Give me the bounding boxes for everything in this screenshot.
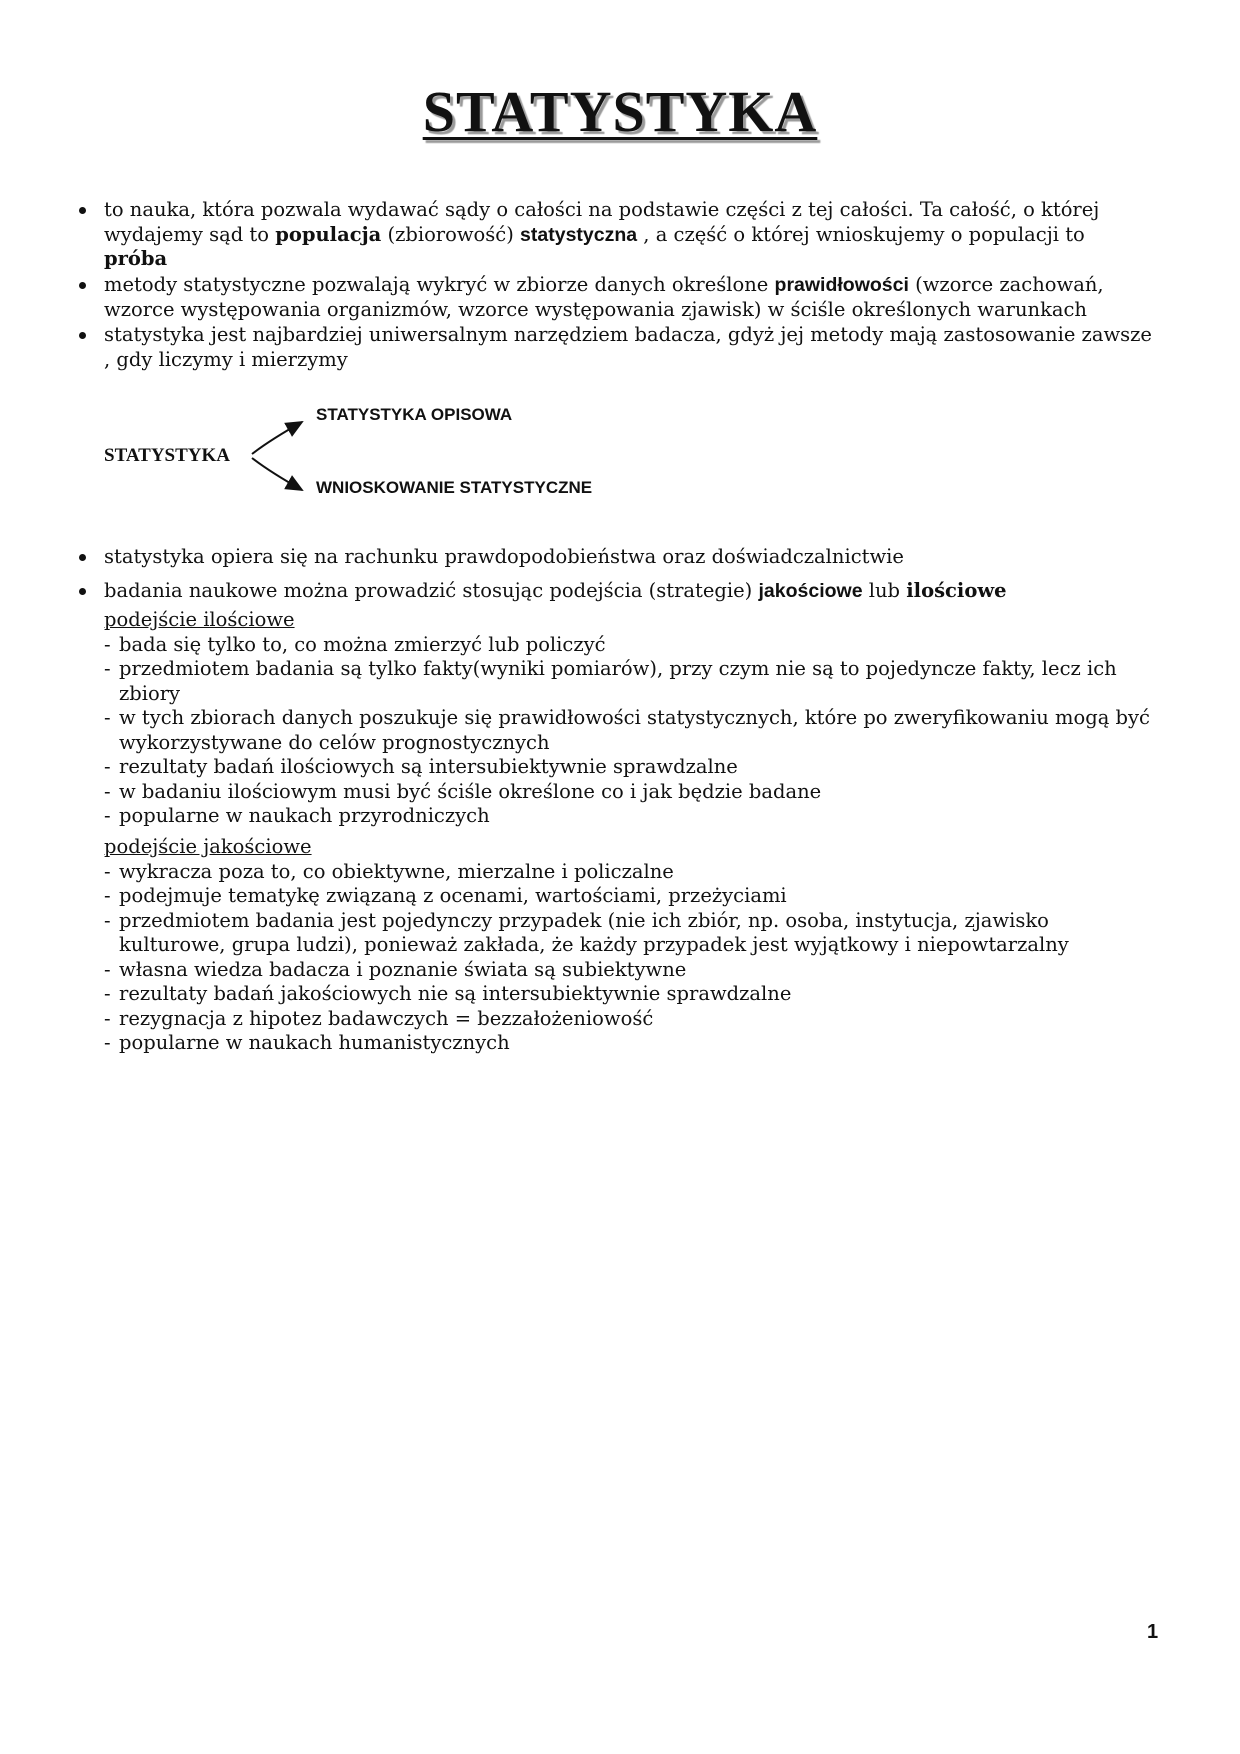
quantitative-heading: podejście ilościowe	[104, 608, 295, 631]
bullet-probability: statystyka opiera się na rachunku prawdopodobieństwa oraz doświadczalnictwie	[104, 545, 1154, 570]
term-ilosciowe: ilościowe	[906, 579, 1007, 602]
list-item: - w tych zbiorach danych poszukuje się prawidłowości statystycznych, które po zweryfikowaniu mogą być wykorzystywane do celów prognostycznych	[104, 706, 1154, 755]
bullet-methods	[104, 273, 1154, 322]
bullet-methods-text: metody statystyczne pozwalają wykryć w zbiorze danych określone	[104, 273, 775, 296]
page-number: 1	[1147, 1621, 1159, 1643]
list-item: - popularne w naukach przyrodniczych	[104, 804, 1154, 829]
list-item: - przedmiotem badania jest pojedynczy przypadek (nie ich zbiór, np. osoba, instytucja, zjawisko kulturowe, grupa ludzi), ponieważ zakłada, że każdy przypadek jest wyjątkowy i niepowtarzalny	[104, 909, 1154, 958]
diagram-root-label: STATYSTYKA	[104, 445, 230, 466]
bullet-methods-text-2: (wzorce zachowań, wzorce występowania organizmów, wzorce występowania zjawisk) w ściśle określonych warunkach	[104, 273, 1104, 321]
list-item: - przedmiotem badania są tylko fakty(wyniki pomiarów), przy czym nie są to pojedyncze fakty, lecz ich zbiory	[104, 657, 1154, 706]
quantitative-section	[104, 608, 1154, 829]
list-item: - podejmuje tematykę związaną z ocenami, wartościami, przeżyciami	[104, 884, 1154, 909]
statistics-branch-diagram	[0, 390, 1240, 510]
qualitative-section	[104, 835, 1154, 1056]
diagram-branch-descriptive: STATYSTYKA OPISOWA	[316, 405, 513, 424]
term-proba: próba	[104, 247, 168, 270]
bullet-approaches-text: badania naukowe można prowadzić stosując podejścia (strategie)	[104, 579, 759, 602]
quantitative-list	[104, 633, 1154, 829]
list-item: - rezygnacja z hipotez badawczych = bezzałożeniowość	[104, 1007, 1154, 1032]
term-prawidlowosci: prawidłowości	[774, 274, 909, 296]
term-statystyczna: statystyczna	[520, 223, 638, 246]
bullet-definition-text-2: (zbiorowość)	[381, 222, 521, 246]
page-title-text: STATYSTYKA	[422, 79, 818, 144]
list-item: - popularne w naukach humanistycznych	[104, 1031, 1154, 1056]
diagram-branch-inferential: WNIOSKOWANIE STATYSTYCZNE	[316, 478, 593, 497]
list-item: - własna wiedza badacza i poznanie świata są subiektywne	[104, 958, 1154, 983]
bullet-universal-tool: statystyka jest najbardziej uniwersalnym narzędziem badacza, gdyż jej metody mają zastosowanie zawsze , gdy liczymy i mierzymy	[104, 323, 1154, 372]
list-item: - rezultaty badań ilościowych są intersubiektywnie sprawdzalne	[104, 755, 1154, 780]
list-item: - wykracza poza to, co obiektywne, mierzalne i policzalne	[104, 860, 1154, 885]
qualitative-list	[104, 860, 1154, 1056]
term-jakosciowe: jakościowe	[758, 580, 863, 602]
bullet-definition-text-3: , a część o której wnioskujemy o populacji to	[637, 222, 1085, 246]
arrow-to-descriptive	[252, 422, 302, 454]
qualitative-heading: podejście jakościowe	[104, 835, 312, 858]
bullet-approaches-text-2: lub	[862, 579, 907, 602]
page-title	[0, 78, 1240, 145]
list-item: - rezultaty badań jakościowych nie są intersubiektywnie sprawdzalne	[104, 982, 1154, 1007]
list-item: - w badaniu ilościowym musi być ściśle określone co i jak będzie badane	[104, 780, 1154, 805]
bullet-definition	[104, 198, 1154, 272]
bullet-approaches	[104, 579, 1154, 604]
list-item: - bada się tylko to, co można zmierzyć lub policzyć	[104, 633, 1154, 658]
term-populacja: populacja	[275, 222, 382, 246]
bullet-definition-text: to nauka, która pozwala wydawać sądy o całości na podstawie części z tej całości. Ta całość, o której wydajemy sąd to	[104, 198, 1100, 246]
arrow-to-inferential	[252, 458, 302, 490]
